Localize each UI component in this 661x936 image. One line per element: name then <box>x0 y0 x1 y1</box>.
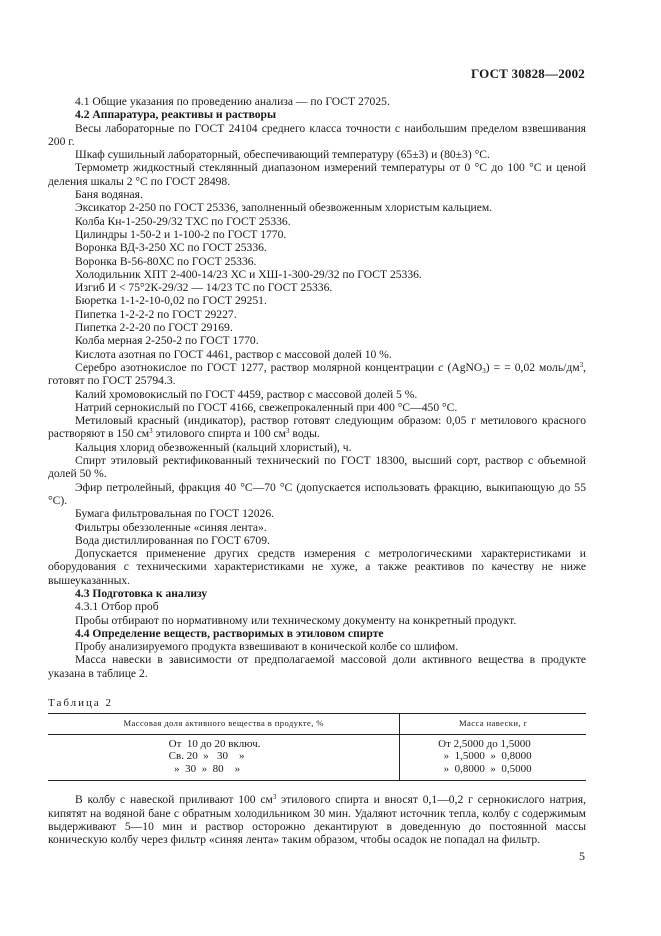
paragraph: Эксикатор 2-250 по ГОСТ 25336, заполненный обезвоженным хлористым кальцием. <box>75 201 493 215</box>
paragraph: Калий хромовокислый по ГОСТ 4459, раствор с массовой долей 5 %. <box>75 387 418 401</box>
page-content <box>48 95 586 847</box>
table-header-cell: Массовая доля активного вещества в продукте, % <box>48 714 400 735</box>
table-caption: Таблица 2 <box>48 697 114 710</box>
paragraph: Воронка В-56-80ХС по ГОСТ 25336. <box>75 254 257 268</box>
paragraph: Масса навески в зависимости от предполагаемой массовой доли активного вещества в продукте указана в таблице 2. <box>48 653 586 680</box>
page-number: 5 <box>579 849 585 863</box>
paragraph: Допускается применение других средств измерения с метрологическими характеристиками и оборудования с техническими характеристиками не хуже, а также реактивов по качеству не ниже вышеуказанных. <box>48 547 586 587</box>
paragraphs-before <box>48 95 586 361</box>
paragraph: Пробы отбирают по нормативному или техническому документу на конкретный продукт. <box>75 613 517 627</box>
table-cell-fraction: От 10 до 20 включ. Св. 20 » 30 » » 30 » 80 » <box>48 734 400 781</box>
paragraph: Колба Кн-1-250-29/32 ТХС по ГОСТ 25336. <box>75 214 291 228</box>
paragraph: Бюретка 1-1-2-10-0,02 по ГОСТ 29251. <box>75 294 267 308</box>
table-header-row <box>48 714 586 735</box>
paragraph: Эфир петролейный, фракция 40 °С—70 °С (допускается использовать фракцию, выкипающую до 55 °С). <box>48 480 586 507</box>
paragraph: Спирт этиловый ректификованный технический по ГОСТ 18300, высший сорт, раствор с объемной долей 50 %. <box>48 454 586 481</box>
section-heading: 4.2 Аппаратура, реактивы и растворы <box>75 108 277 122</box>
paragraphs-after <box>48 441 586 680</box>
paragraph: Пробу анализируемого продукта взвешивают в конической колбе со шлифом. <box>75 640 459 654</box>
paragraph: Холодильник ХПТ 2-400-14/23 ХС и ХШ-1-300-29/32 по ГОСТ 25336. <box>75 267 422 281</box>
paragraph: Термометр жидкостный стеклянный диапазоном измерений температуры от 0 °С до 100 °С и ценой деления шкалы 2 °С по ГОСТ 28498. <box>48 161 586 188</box>
paragraph: Фильтры обеззоленные «синяя лента». <box>75 520 267 534</box>
paragraph: Пипетка 1-2-2-2 по ГОСТ 29227. <box>75 307 237 321</box>
document-header: ГОСТ 30828—2002 <box>470 66 585 81</box>
paragraph: Бумага фильтровальная по ГОСТ 12026. <box>75 507 275 521</box>
paragraph: Кислота азотная по ГОСТ 4461, раствор с массовой долей 10 %. <box>75 347 392 361</box>
section-heading: 4.3 Подготовка к анализу <box>75 586 208 600</box>
sample-mass-table <box>48 713 586 781</box>
table-row <box>48 734 586 781</box>
paragraph: Цилиндры 1-50-2 и 1-100-2 по ГОСТ 1770. <box>75 227 287 241</box>
paragraph: 4.1 Общие указания по проведению анализа — по ГОСТ 27025. <box>75 95 390 108</box>
paragraph: Вода дистиллированная по ГОСТ 6709. <box>75 533 270 547</box>
paragraph: Изгиб И < 75°2К-29/32 — 14/23 ТС по ГОСТ 25336. <box>75 281 333 295</box>
paragraph: Воронка ВД-3-250 ХС по ГОСТ 25336. <box>75 241 267 255</box>
subsection-heading: 4.3.1 Отбор проб <box>75 600 159 614</box>
paragraph: Кальция хлорид обезвоженный (кальций хлористый), ч. <box>75 440 352 454</box>
paragraph: Весы лабораторные по ГОСТ 24104 среднего класса точности с наибольшим пределом взвешивания 200 г. <box>48 121 586 148</box>
table-cell-mass: От 2,5000 до 1,5000 » 1,5000 » 0,8000 » 0,8000 » 0,5000 <box>400 734 586 781</box>
section-heading: 4.4 Определение веществ, растворимых в этиловом спирте <box>75 626 384 640</box>
paragraph: Колба мерная 2-250-2 по ГОСТ 1770. <box>75 334 259 348</box>
paragraph: Натрий сернокислый по ГОСТ 4166, свежепрокаленный при 400 °С—450 °С. <box>75 400 458 414</box>
silver-nitrate-paragraph: Серебро азотнокислое по ГОСТ 1277, раствор молярной концентрации с (AgNO$_3$) = = 0,02 моль/$дм^3$, готовят по ГОСТ 25794.3. <box>48 360 586 388</box>
paragraph: Баня водяная. <box>75 188 143 202</box>
paragraph: Шкаф сушильный лабораторный, обеспечивающий температуру (65±3) и (80±3) °С. <box>75 148 490 162</box>
formula-symbol: с <box>438 360 444 374</box>
table-header-cell: Масса навески, г <box>400 714 586 735</box>
paragraph: Пипетка 2-2-20 по ГОСТ 29169. <box>75 321 233 335</box>
methyl-red-paragraph: Метиловый красный (индикатор), раствор готовят следующим образом: 0,05 г метилового красного растворяют в 150 $см^3$ этилового спирта и 100 $см^3$ воды. <box>48 414 586 441</box>
final-paragraph: В колбу с навеской приливают 100 $см^3$ этилового спирта и вносят 0,1—0,2 г сернокислого натрия, кипятят на водяной бане с обратным холодильником 30 мин. Удаляют источник тепла, колбу с содержимым выдерживают 5—10 мин и раствор осторожно декантируют в доведенную до постоянной массы коническую колбу через фильтр «синяя лента» таким образом, чтобы осадок не попадал на фильтр. <box>48 793 586 847</box>
